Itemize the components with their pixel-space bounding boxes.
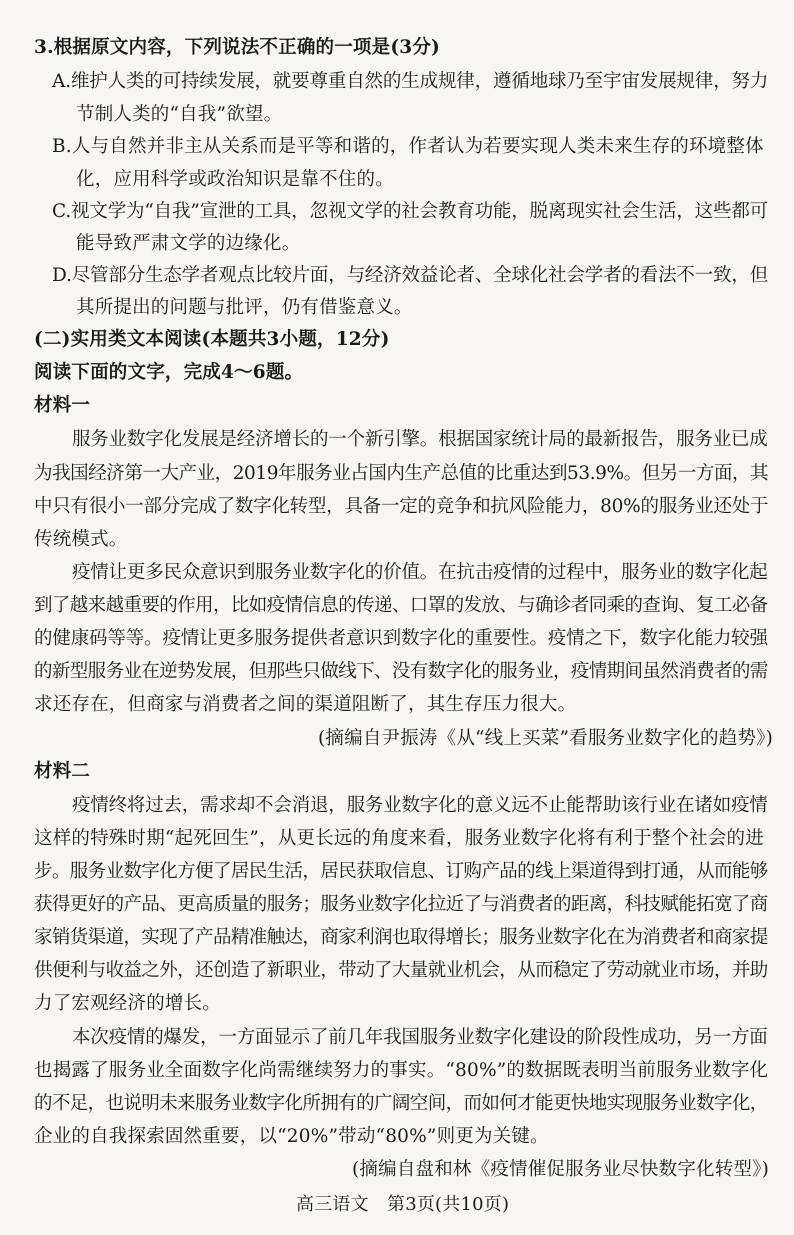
material-2-p2-line-4: 企业的自我探索固然重要，以“20%”带动“80%”则更为关键。 <box>34 1126 549 1147</box>
material-2-p1-line-4: 获得更好的产品、更高质量的服务；服务业数字化拉近了与消费者的距离，科技赋能拓宽了商 <box>34 894 768 915</box>
reading-instruction: 阅读下面的文字，完成4～6题。 <box>34 362 304 383</box>
option-a-line-1: A.维护人类的可持续发展，就要尊重自然的生成规律，遵循地球乃至宇宙发展规律，努力 <box>52 71 769 92</box>
material-2-p1-line-3: 步。服务业数字化方便了居民生活，居民获取信息、订购产品的线上渠道得到打通，从而能够 <box>34 861 768 882</box>
section-heading: (二)实用类文本阅读(本题共3小题，12分) <box>34 329 390 350</box>
page-footer: 高三语文 第3页(共10页) <box>296 1194 510 1215</box>
material-1-p2-line-5: 求还存在，但商家与消费者之间的渠道阻断了，其生存压力很大。 <box>34 694 577 715</box>
material-2-p2-line-1: 本次疫情的爆发，一方面显示了前几年我国服务业数字化建设的阶段性成功，另一方面 <box>72 1027 768 1048</box>
material-1-p1-line-2: 为我国经济第一大产业，2019年服务业占国内生产总值的比重达到53.9%。但另一方面，其 <box>34 463 769 484</box>
material-2-p1-line-2: 这样的特殊时期“起死回生”，从更长远的角度来看，服务业数字化将有利于整个社会的进 <box>34 828 764 849</box>
material-1-p1-line-4: 传统模式。 <box>34 529 128 550</box>
option-c-line-2: 能导致严肃文学的边缘化。 <box>76 233 301 254</box>
material-2-p1-line-1: 疫情终将过去，需求却不会消退，服务业数字化的意义远不止能帮助该行业在诸如疫情 <box>72 795 768 816</box>
material-2-source: (摘编自盘和林《疫情催促服务业尽快数字化转型》) <box>352 1159 769 1180</box>
question-3-stem: 3.根据原文内容，下列说法不正确的一项是(3分) <box>34 37 440 58</box>
option-b-line-1: B.人与自然并非主从关系而是平等和谐的，作者认为若要实现人类未来生存的环境整体 <box>52 136 764 157</box>
option-a-line-2: 节制人类的“自我”欲望。 <box>76 104 283 125</box>
material-2-p2-line-3: 的不足，也说明未来服务业数字化所拥有的广阔空间，而如何才能更快地实现服务业数字化， <box>34 1093 768 1114</box>
material-2-p1-line-7: 力了宏观经济的增长。 <box>34 993 222 1014</box>
material-1-p1-line-1: 服务业数字化发展是经济增长的一个新引擎。根据国家统计局的最新报告，服务业已成 <box>72 429 768 450</box>
material-1-label: 材料一 <box>34 395 91 416</box>
option-b-line-2: 化，应用科学或政治知识是靠不住的。 <box>76 169 394 190</box>
material-2-p1-line-5: 家销货渠道，实现了产品精准触达，商家利润也取得增长；服务业数字化在为消费者和商家提 <box>34 927 768 948</box>
material-1-source: (摘编自尹振涛《从“线上买菜”看服务业数字化的趋势》) <box>318 728 774 749</box>
material-1-p2-line-3: 的健康码等等。疫情让更多服务提供者意识到数字化的重要性。疫情之下，数字化能力较强 <box>34 628 769 649</box>
material-2-label: 材料二 <box>34 761 91 782</box>
material-2-p2-line-2: 也揭露了服务业全面数字化尚需继续努力的事实。“80%”的数据既表明当前服务业数字化 <box>34 1060 769 1081</box>
material-1-p2-line-1: 疫情让更多民众意识到服务业数字化的价值。在抗击疫情的过程中，服务业的数字化起 <box>72 562 768 583</box>
material-1-p2-line-4: 的新型服务业在逆势发展，但那些只做线下、没有数字化的服务业，疫情期间虽然消费者的需 <box>34 661 768 682</box>
option-d-line-1: D.尽管部分生态学者观点比较片面，与经济效益论者、全球化社会学者的看法不一致，但 <box>52 265 769 286</box>
material-1-p1-line-3: 中只有很小一部分完成了数字化转型，具备一定的竞争和抗风险能力，80%的服务业还处于 <box>34 496 769 517</box>
option-c-line-1: C.视文学为“自我”宣泄的工具，忽视文学的社会教育功能，脱离现实社会生活，这些都可 <box>52 201 768 222</box>
material-1-p2-line-2: 到了越来越重要的作用，比如疫情信息的传递、口罩的发放、与确诊者同乘的查询、复工必备 <box>34 595 768 616</box>
option-d-line-2: 其所提出的问题与批评，仍有借鉴意义。 <box>76 297 413 318</box>
material-2-p1-line-6: 供便利与收益之外，还创造了新职业，带动了大量就业机会，从而稳定了劳动就业市场，并助 <box>34 960 768 981</box>
